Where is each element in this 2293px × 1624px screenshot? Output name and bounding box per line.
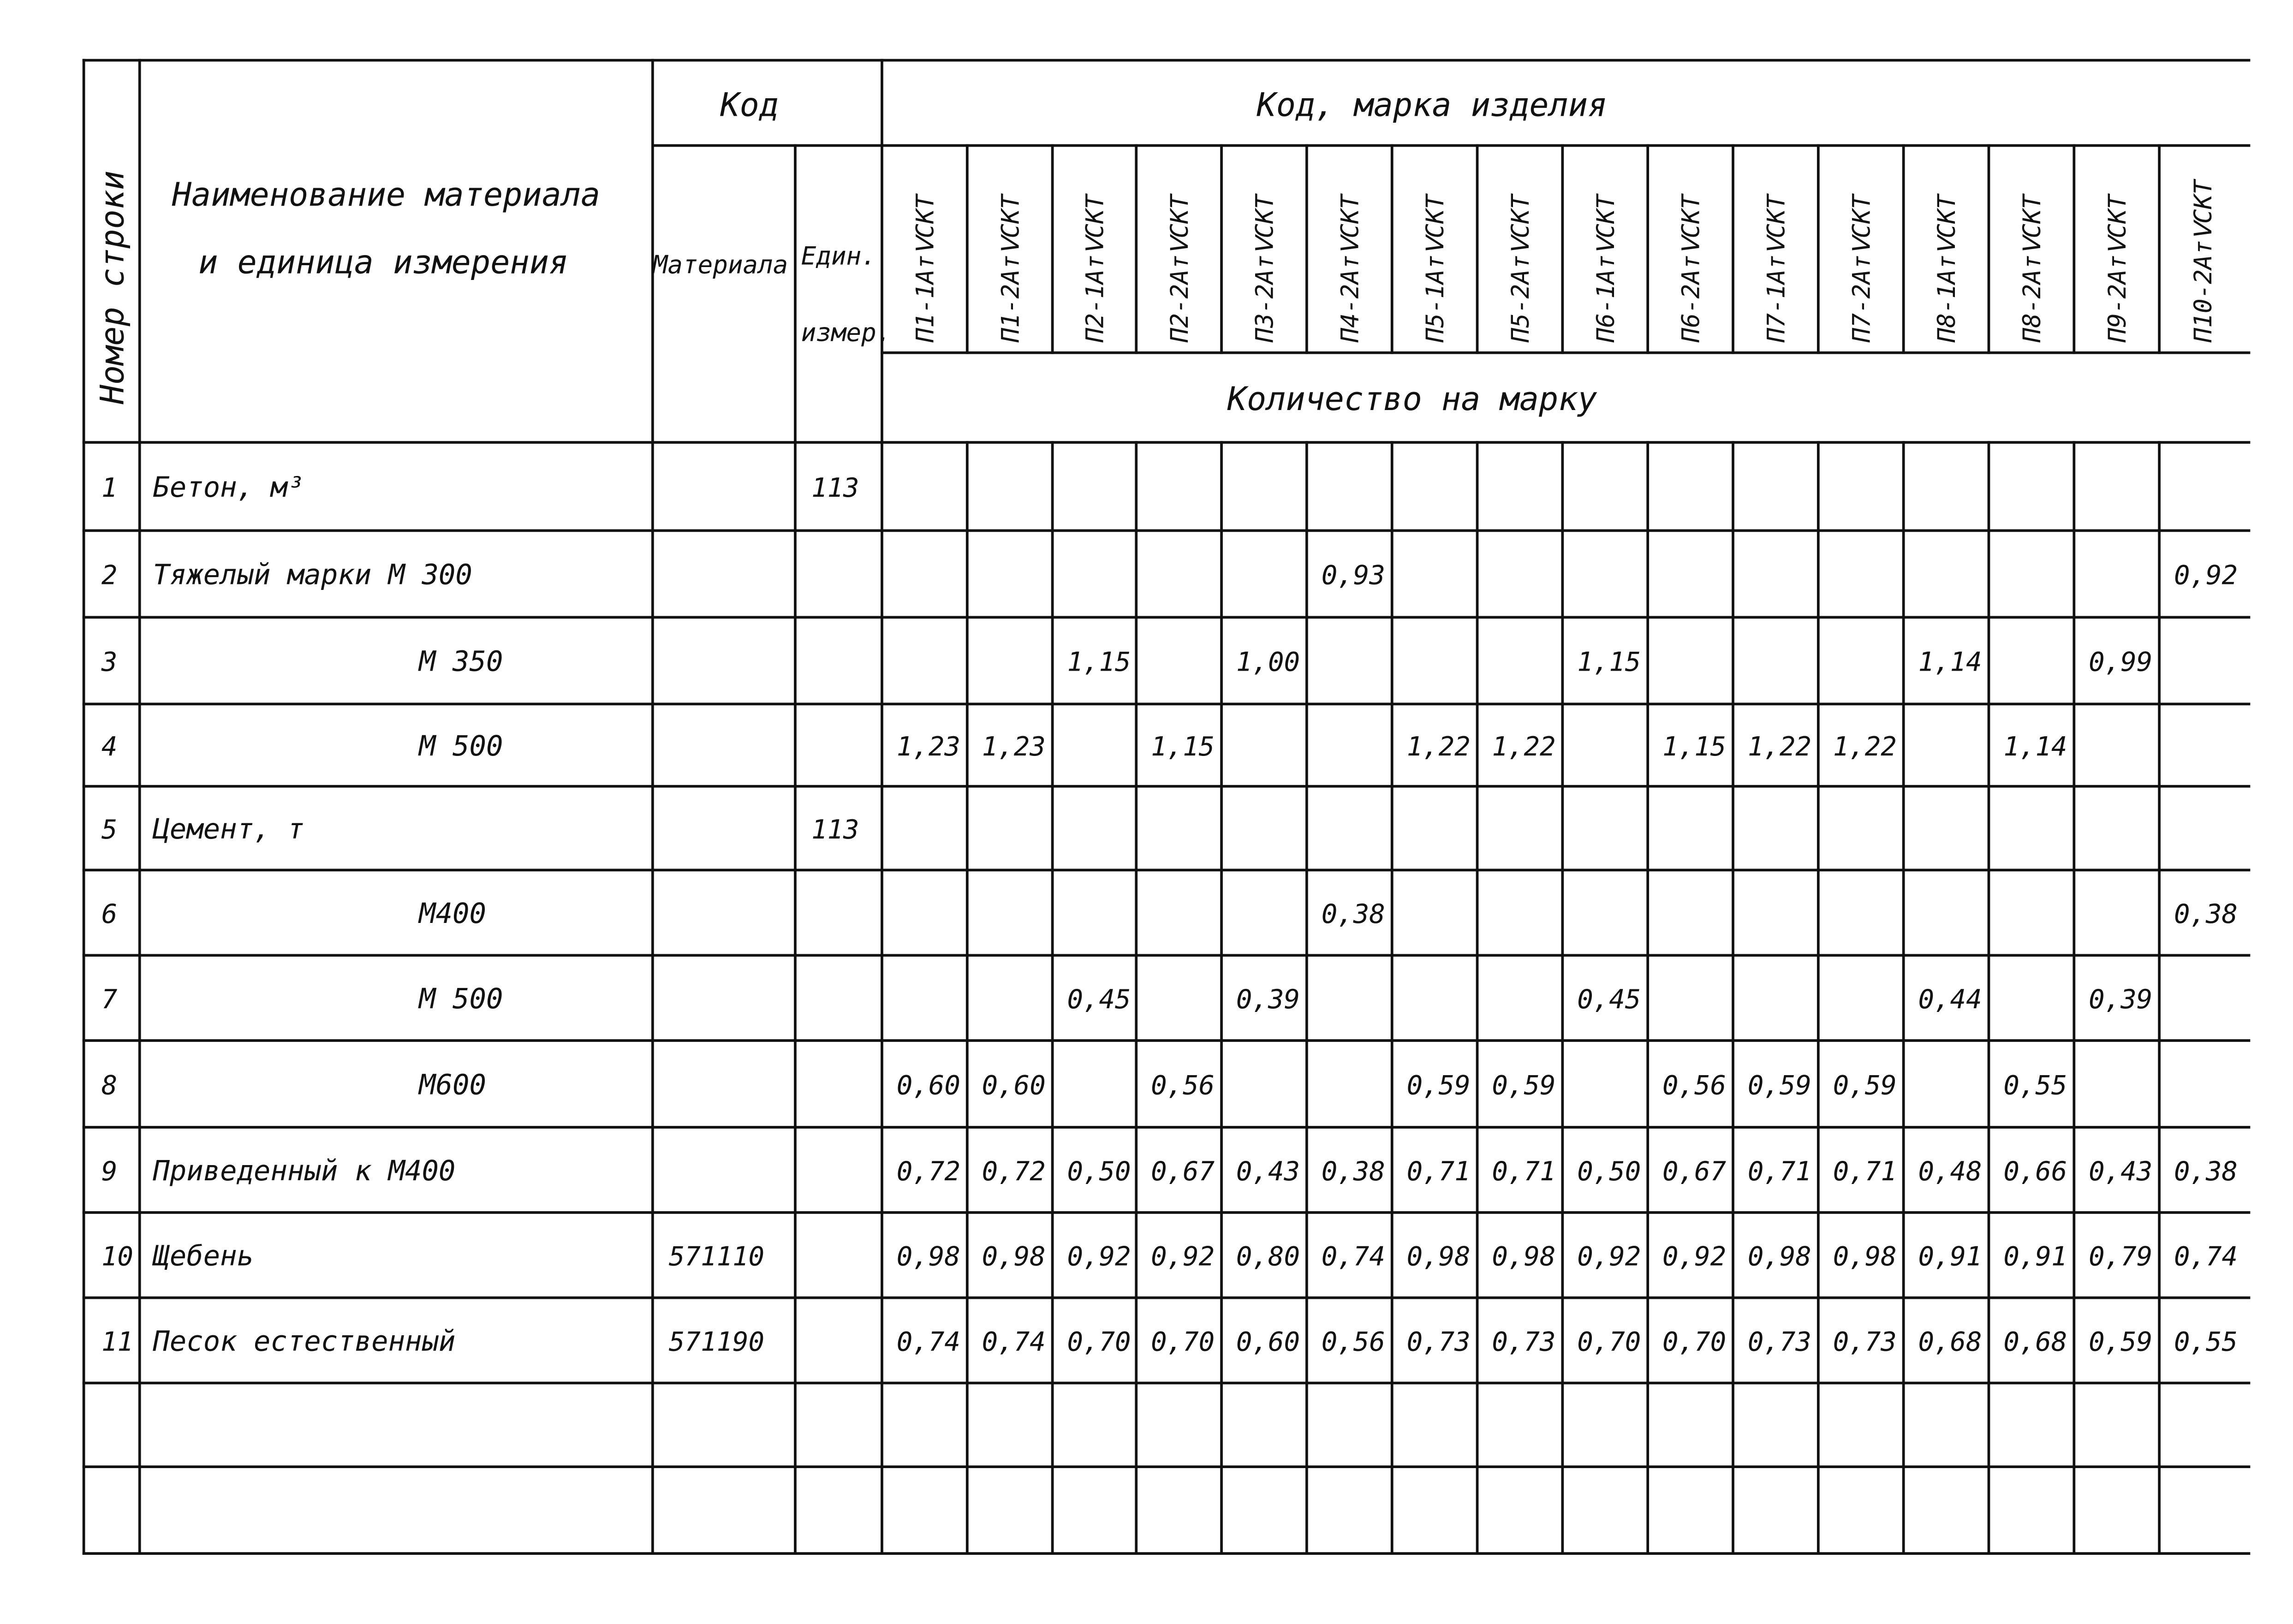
product-code-header: Код, марка изделия [1257, 86, 1608, 124]
quantity-cell: 0,74 [982, 1326, 1046, 1357]
quantity-cell: 1,15 [1151, 731, 1215, 762]
product-code-label: П3-2АтⅤСКТ [1251, 194, 1279, 343]
quantity-cell: 0,92 [1662, 1241, 1727, 1272]
quantity-cell: 0,56 [1321, 1326, 1385, 1357]
quantity-cell: 0,98 [1747, 1241, 1811, 1272]
material-name: М600 [419, 1069, 486, 1101]
row-number: 10 [101, 1241, 133, 1272]
quantity-cell: 0,48 [1918, 1155, 1982, 1187]
quantity-cell: 0,38 [2174, 1155, 2238, 1187]
quantity-cell: 0,59 [1833, 1070, 1897, 1101]
product-code-label: П2-1АтⅤСКТ [1081, 194, 1109, 343]
quantity-cell: 0,50 [1577, 1155, 1641, 1187]
quantity-cell: 0,92 [1067, 1241, 1131, 1272]
row-number: 1 [101, 472, 118, 504]
quantity-cell: 0,71 [1747, 1155, 1811, 1187]
product-code-label: П5-2АтⅤСКТ [1507, 194, 1535, 343]
quantity-cell: 0,73 [1747, 1326, 1811, 1357]
quantity-cell: 0,93 [1321, 559, 1385, 591]
quantity-cell: 1,22 [1747, 731, 1811, 762]
quantity-cell: 0,67 [1662, 1155, 1727, 1187]
quantity-cell: 0,99 [2089, 646, 2153, 678]
quantity-cell: 1,22 [1833, 731, 1897, 762]
quantity-cell: 0,80 [1236, 1241, 1300, 1272]
product-code-label: П1-2АтⅤСКТ [996, 194, 1025, 343]
quantity-cell: 1,15 [1662, 731, 1727, 762]
row-number: 2 [101, 559, 118, 591]
quantity-cell: 0,45 [1067, 983, 1131, 1015]
row-number: 7 [101, 983, 118, 1015]
quantity-cell: 0,91 [2003, 1241, 2067, 1272]
quantity-cell: 0,60 [896, 1070, 960, 1101]
quantity-cell: 0,70 [1067, 1326, 1131, 1357]
material-name: М 350 [419, 645, 503, 678]
product-code-label: П6-1АтⅤСКТ [1591, 194, 1620, 343]
row-number: 5 [101, 814, 118, 845]
material-name-header-line2: и единица измерения [198, 243, 569, 281]
quantity-cell: 0,70 [1662, 1326, 1727, 1357]
quantity-cell: 0,71 [1833, 1155, 1897, 1187]
quantity-cell: 0,98 [1406, 1241, 1471, 1272]
quantity-cell: 0,59 [1406, 1070, 1471, 1101]
product-code-headers [911, 178, 2217, 343]
quantity-cell: 0,73 [1406, 1326, 1471, 1357]
quantity-cell: 0,98 [1833, 1241, 1897, 1272]
product-code-label: П2-2АтⅤСКТ [1165, 194, 1194, 343]
quantity-cell: 1,23 [896, 731, 960, 762]
unit-header-line2: измер. [801, 318, 892, 347]
quantity-cell: 1,00 [1236, 646, 1300, 678]
quantity-header: Количество на марку [1227, 380, 1597, 418]
product-code-label: П6-2АтⅤСКТ [1677, 194, 1705, 343]
quantity-cell: 0,79 [2089, 1241, 2153, 1272]
quantity-cell: 0,74 [1321, 1241, 1385, 1272]
quantity-cell: 0,74 [2174, 1241, 2238, 1272]
quantity-cell: 0,98 [1492, 1241, 1556, 1272]
row-number: 6 [101, 898, 118, 930]
material-name: Приведенный к М400 [153, 1154, 456, 1187]
product-code-label: П4-2АтⅤСКТ [1336, 194, 1364, 343]
material-code: 571190 [668, 1326, 765, 1357]
row-number: 8 [101, 1070, 118, 1101]
quantity-cell: 0,98 [896, 1241, 960, 1272]
quantity-cell: 0,60 [982, 1070, 1046, 1101]
quantity-cell: 0,68 [2003, 1326, 2067, 1357]
unit-code: 113 [811, 472, 859, 504]
product-code-label: П8-1АтⅤСКТ [1933, 194, 1961, 343]
material-name: Песок естественный [153, 1325, 456, 1358]
quantity-cell: 0,66 [2003, 1155, 2067, 1187]
quantity-cell: 0,45 [1577, 983, 1641, 1015]
quantity-cell: 0,72 [896, 1155, 960, 1187]
product-code-label: П7-1АтⅤСКТ [1762, 194, 1791, 343]
quantity-cell: 1,15 [1577, 646, 1641, 678]
quantity-cell: 0,98 [982, 1241, 1046, 1272]
quantity-cell: 0,74 [896, 1326, 960, 1357]
unit-code: 113 [811, 814, 859, 845]
row-number: 3 [101, 646, 118, 678]
quantity-cell: 0,91 [1918, 1241, 1982, 1272]
material-name: М 500 [419, 982, 503, 1015]
quantity-cell: 0,71 [1406, 1155, 1471, 1187]
quantity-cell: 0,92 [2174, 559, 2238, 591]
material-name-header-line1: Наименование материала [172, 176, 601, 214]
row-number: 11 [101, 1326, 133, 1357]
product-code-label: П9-2АтⅤСКТ [2103, 194, 2132, 343]
table-body [101, 471, 2238, 1357]
material-name: М 500 [419, 730, 503, 762]
quantity-cell: 0,59 [1747, 1070, 1811, 1101]
material-name: Цемент, т [153, 813, 304, 845]
quantity-cell: 0,73 [1492, 1326, 1556, 1357]
product-code-label: П7-2АтⅤСКТ [1847, 194, 1876, 343]
quantity-cell: 0,70 [1577, 1326, 1641, 1357]
quantity-cell: 0,59 [2089, 1326, 2153, 1357]
quantity-cell: 0,38 [2174, 898, 2238, 930]
quantity-cell: 0,43 [1236, 1155, 1300, 1187]
product-code-label: П8-2АтⅤСКТ [2018, 194, 2047, 343]
row-number: 4 [101, 731, 118, 762]
unit-header-line1: Един. [801, 241, 876, 271]
quantity-cell: 1,22 [1406, 731, 1471, 762]
material-code-header: Материала [652, 250, 788, 280]
material-name: Щебень [153, 1240, 254, 1273]
product-code-label: П5-1АтⅤСКТ [1421, 194, 1450, 343]
product-code-label: П1-1АтⅤСКТ [911, 194, 940, 343]
material-code: 571110 [668, 1241, 765, 1272]
quantity-cell: 1,14 [1918, 646, 1982, 678]
quantity-cell: 0,67 [1151, 1155, 1215, 1187]
material-name: Тяжелый марки М 300 [153, 559, 472, 591]
code-header: Код [720, 86, 779, 124]
quantity-cell: 0,38 [1321, 1155, 1385, 1187]
row-number: 9 [101, 1155, 118, 1187]
quantity-cell: 0,60 [1236, 1326, 1300, 1357]
quantity-cell: 1,14 [2003, 731, 2067, 762]
quantity-cell: 0,56 [1151, 1070, 1215, 1101]
material-name: Бетон, м³ [153, 471, 304, 504]
quantity-cell: 0,71 [1492, 1155, 1556, 1187]
quantity-cell: 0,72 [982, 1155, 1046, 1187]
quantity-cell: 0,68 [1918, 1326, 1982, 1357]
quantity-cell: 0,59 [1492, 1070, 1556, 1101]
product-code-label: П10-2АтⅤСКТ [2189, 180, 2218, 343]
quantity-cell: 1,23 [982, 731, 1046, 762]
quantity-cell: 0,50 [1067, 1155, 1131, 1187]
quantity-cell: 0,38 [1321, 898, 1385, 930]
quantity-cell: 0,55 [2174, 1326, 2238, 1357]
quantity-cell: 0,70 [1151, 1326, 1215, 1357]
row-number-header: Номер строки [93, 170, 131, 405]
quantity-cell: 0,39 [2089, 983, 2153, 1015]
quantity-cell: 0,92 [1151, 1241, 1215, 1272]
material-name: М400 [419, 898, 486, 930]
quantity-cell: 0,39 [1236, 983, 1300, 1015]
quantity-cell: 0,44 [1918, 983, 1982, 1015]
quantity-cell: 0,92 [1577, 1241, 1641, 1272]
quantity-cell: 0,55 [2003, 1070, 2067, 1101]
quantity-cell: 0,56 [1662, 1070, 1727, 1101]
quantity-cell: 0,73 [1833, 1326, 1897, 1357]
quantity-cell: 1,22 [1492, 731, 1556, 762]
quantity-cell: 0,43 [2089, 1155, 2153, 1187]
quantity-cell: 1,15 [1067, 646, 1131, 678]
